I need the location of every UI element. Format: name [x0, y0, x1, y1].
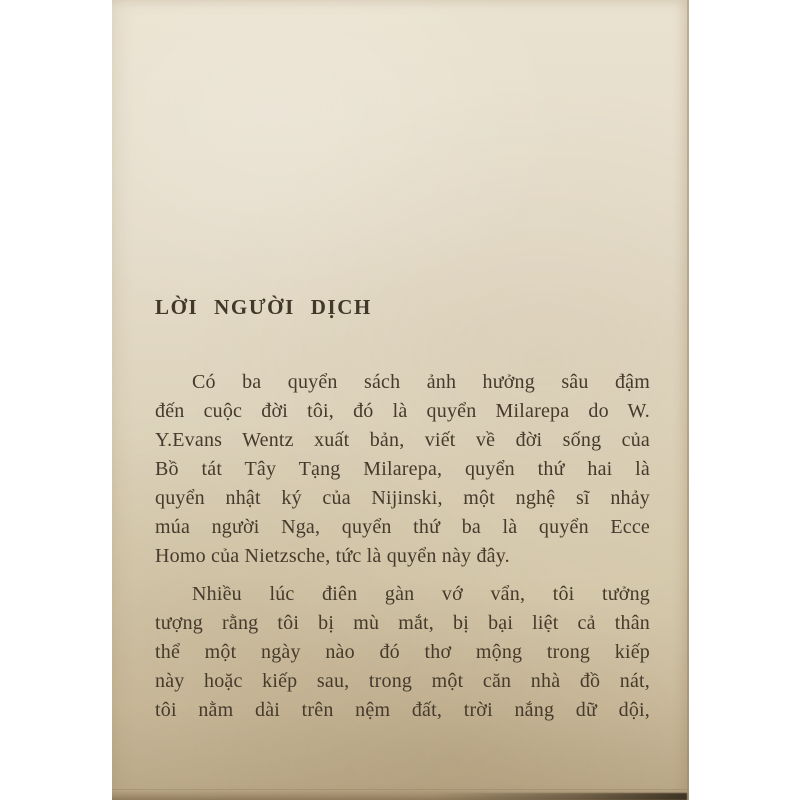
page-content	[155, 0, 650, 725]
paragraph-2	[155, 580, 650, 725]
text-line: đến cuộc đời tôi, đó là quyển Milarepa do W.	[155, 400, 650, 422]
text-line: thể một ngày nào đó thơ mộng trong kiếp	[155, 641, 650, 663]
text-line: tôi nằm dài trên nệm đất, trời nắng dữ dội,	[155, 699, 650, 721]
text-line: múa người Nga, quyển thứ ba là quyển Ecce	[155, 516, 650, 538]
text-line: quyển nhật ký của Nijinski, một nghệ sĩ nhảy	[155, 487, 650, 509]
text-line: Nhiều lúc điên gàn vớ vẩn, tôi tưởng	[192, 583, 650, 605]
book-page	[112, 0, 689, 800]
text-line: Homo của Nietzsche, tức là quyển này đây.	[155, 545, 510, 567]
page-corner-shadow	[437, 793, 687, 800]
text-line: tượng rằng tôi bị mù mắt, bị bại liệt cả thân	[155, 612, 650, 634]
text-line: Bồ tát Tây Tạng Milarepa, quyển thứ hai là	[155, 458, 650, 480]
text-line: Y.Evans Wentz xuất bản, viết về đời sống của	[155, 429, 650, 451]
paragraph-1	[155, 368, 650, 571]
text-line: này hoặc kiếp sau, trong một căn nhà đồ nát,	[155, 670, 650, 692]
page-heading: LỜI NGƯỜI DỊCH	[155, 295, 372, 319]
text-line: Có ba quyển sách ảnh hưởng sâu đậm	[192, 371, 650, 393]
